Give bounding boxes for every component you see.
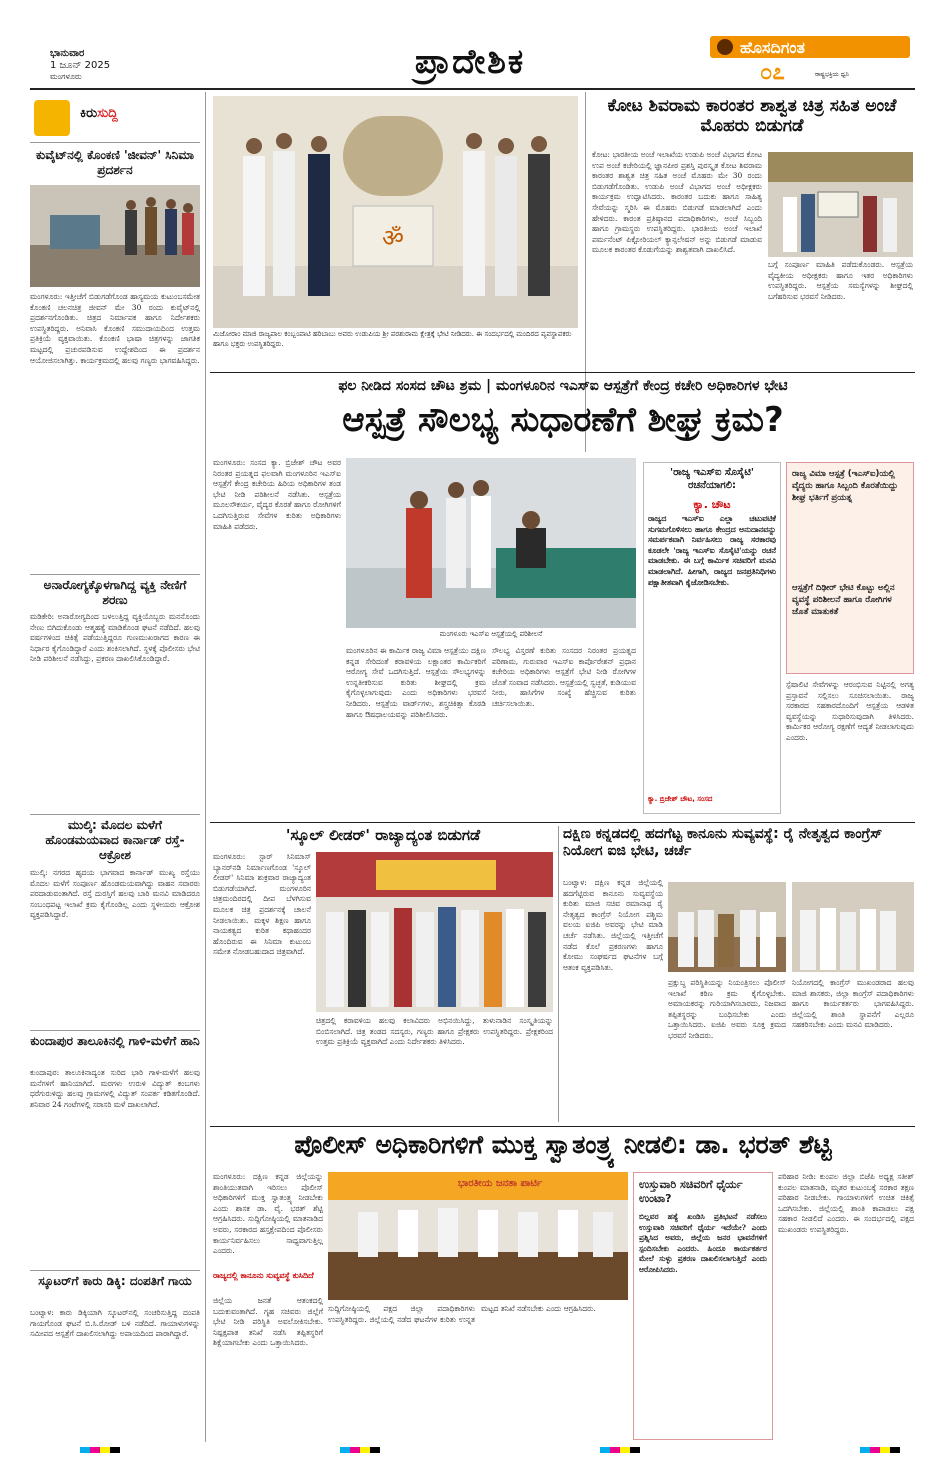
story-body: ಮಂಗಳೂರು: ಸಂಸದ ಕ್ಯಾ. ಬ್ರಿಜೇಶ್ ಚೌಟ ಅವರ ನಿರಂತರ ಪ್ರಯತ್ನದ ಫಲವಾಗಿ ಮಂಗಳೂರಿನ ಇಎಸ್‌ಐ ಆಸ್ಪತ್ರೆಗೆ ಕೇಂದ್ರ ಕಚೇರಿಯ ಹಿರಿಯ ಅಧಿಕಾರಿಗಳ ತಂಡ ಭೇಟಿ ನೀಡಿ ಪರಿಶೀಲನೆ ನಡೆಸಿತು. ಆಸ್ಪತ್ರೆಯ ಮೂಲಸೌಕರ್ಯ, ವೈದ್ಯರ ಕೊರತೆ ಹಾಗೂ ರೋಗಿಗಳಿಗೆ ಒದಗಿಸುತ್ತಿರುವ ಸೇವೆಗಳ ಕುರಿತು ಅಧಿಕಾರಿಗಳು ಮಾಹಿತಿ ಪಡೆದರು. bbox=[213, 458, 341, 531]
divider bbox=[30, 1030, 200, 1031]
temple-visit-photo bbox=[213, 96, 578, 328]
story-body: ಪರಿಹಾರ ನೀಡಿ: ಕುಂಪಲ ಜಿಲ್ಲಾ ಬಿಜೆಪಿ ಅಧ್ಯಕ್ಷ ಸತೀಶ್ ಕುಂಪಲ ಮಾತನಾಡಿ, ಮೃತರ ಕುಟುಂಬಕ್ಕೆ ಸರಕಾರ ತಕ್ಷಣ ಪರಿಹಾರ ನೀಡಬೇಕು. ಗಾಯಾಳುಗಳಿಗೆ ಉಚಿತ ಚಿಕಿತ್ಸೆ ಒದಗಿಸಬೇಕು. ಜಿಲ್ಲೆಯಲ್ಲಿ ಶಾಂತಿ ಕಾಪಾಡಲು ಪಕ್ಷ ಸಹಕಾರ ನೀಡಲಿದೆ ಎಂದರು. ಈ ಸಂದರ್ಭದಲ್ಲಿ ಪಕ್ಷದ ಮುಖಂಡರು ಉಪಸ್ಥಿತರಿದ್ದರು. bbox=[778, 1172, 914, 1234]
kuwait-film-photo bbox=[30, 185, 200, 287]
story-body: ಬಂಟ್ವಾಳ: ದಕ್ಷಿಣ ಕನ್ನಡ ಜಿಲ್ಲೆಯಲ್ಲಿ ಹದಗೆಟ್ಟಿರುವ ಕಾನೂನು ಸುವ್ಯವಸ್ಥೆಯ ಕುರಿತು ಮಾಜಿ ಸಚಿವ ರಮಾನಾಥ ರೈ ನೇತೃತ್ವದ ಕಾಂಗ್ರೆಸ್ ನಿಯೋಗ ಪಶ್ಚಿಮ ವಲಯ ಐಜಿಪಿ ಅವರನ್ನು ಭೇಟಿ ಮಾಡಿ ಚರ್ಚೆ ನಡೆಸಿತು. ಜಿಲ್ಲೆಯಲ್ಲಿ ಇತ್ತೀಚೆಗೆ ನಡೆದ ಕೊಲೆ ಪ್ರಕರಣಗಳು ಹಾಗೂ ಕೋಮು ಸಂಘರ್ಷದ ಘಟನೆಗಳ ಬಗ್ಗೆ ಆತಂಕ ವ್ಯಕ್ತಪಡಿಸಿತು. bbox=[563, 878, 663, 972]
story-headline: ಆಸ್ಪತ್ರೆ ಸೌಲಭ್ಯ ಸುಧಾರಣೆಗೆ ಶೀಘ್ರ ಕ್ರಮ? bbox=[342, 400, 784, 440]
press-meet-photo bbox=[328, 1172, 628, 1300]
story-body: ಮಂಗಳೂರಿನ ಈ ಕಾರ್ಮಿಕ ರಾಜ್ಯ ವಿಮಾ ಆಸ್ಪತ್ರೆಯು ದಕ್ಷಿಣ ಕನ್ನಡ ಸೇರಿದಂತೆ ಕರಾವಳಿಯ ಲಕ್ಷಾಂತರ ಕಾರ್ಮಿಕರಿಗೆ ಆರೋಗ್ಯ ಸೇವೆ ಒದಗಿಸುತ್ತಿದೆ. ಆಸ್ಪತ್ರೆಯ ಸೌಲಭ್ಯಗಳನ್ನು ಉನ್ನತೀಕರಿಸುವ ಕುರಿತು ಶೀಘ್ರದಲ್ಲಿ ಕ್ರಮ ಕೈಗೊಳ್ಳಲಾಗುವುದು ಎಂದು ಅಧಿಕಾರಿಗಳು ಭರವಸೆ ನೀಡಿದರು. ಆಸ್ಪತ್ರೆಯ ವಾರ್ಡ್‌ಗಳು, ಶಸ್ತ್ರಚಿಕಿತ್ಸಾ ಕೊಠಡಿ ಹಾಗೂ ಔಷಧಾಲಯವನ್ನು ಪರಿಶೀಲಿಸಿದರು. bbox=[346, 646, 486, 719]
side-box-body: ಬಿಲ್ಲವರ ಹತ್ಯೆ ಖಂಡಿಸಿ ಪ್ರತಿಭಟನೆ ನಡೆಸಲು ಉಸ್ತುವಾರಿ ಸಚಿವರಿಗೆ ಧೈರ್ಯ ಇದೆಯೇ? ಎಂದು ಪ್ರಶ್ನಿಸಿದ ಅವರು, ಜಿಲ್ಲೆಯ ಜನರ ಭಾವನೆಗಳಿಗೆ ಸ್ಪಂದಿಸಬೇಕು ಎಂದರು. ಹಿಂದೂ ಕಾರ್ಯಕರ್ತರ ಮೇಲೆ ಸುಳ್ಳು ಪ್ರಕರಣ ದಾಖಲಿಸಲಾಗುತ್ತಿದೆ ಎಂದು ಆರೋಪಿಸಿದರು. bbox=[639, 1212, 767, 1274]
story-title: ಕುವೈಟ್‌ನಲ್ಲಿ ಕೊಂಕಣಿ 'ಜೀವನ್' ಸಿನಿಮಾ ಪ್ರದರ್ಶನ bbox=[35, 148, 194, 177]
edition-date: 1 ಜೂನ್ 2025 bbox=[50, 60, 111, 71]
side-note: ರಾಜ್ಯ ವಿಮಾ ಆಸ್ಪತ್ರೆ (ಇಎಸ್‌ಐ)ಯಲ್ಲಿ ವೈದ್ಯರು ಹಾಗೂ ಸಿಬ್ಬಂದಿ ಕೊರತೆಯಿದ್ದು ಶೀಘ್ರ ಭರ್ತಿಗೆ ಪ್ರಯತ್ನ bbox=[792, 469, 898, 503]
story-body: ಬಂಟ್ವಾಳ: ಕಾರು ಡಿಕ್ಕಿಯಾಗಿ ಸ್ಕೂಟರ್‌ನಲ್ಲಿ ಸಂಚರಿಸುತ್ತಿದ್ದ ದಂಪತಿ ಗಾಯಗೊಂಡ ಘಟನೆ ಬಿ.ಸಿ.ರೋಡ್ ಬಳಿ ನಡೆದಿದೆ. ಗಾಯಾಳುಗಳನ್ನು ಸಮೀಪದ ಆಸ್ಪತ್ರೆಗೆ ದಾಖಲಿಸಲಾಗಿದ್ದು ಅಪಾಯದಿಂದ ಪಾರಾಗಿದ್ದಾರೆ. bbox=[30, 1308, 200, 1339]
story-body: ನಿಯೋಗದಲ್ಲಿ ಕಾಂಗ್ರೆಸ್ ಮುಖಂಡರಾದ ಹಲವು ಮಾಜಿ ಶಾಸಕರು, ಜಿಲ್ಲಾ ಕಾಂಗ್ರೆಸ್ ಪದಾಧಿಕಾರಿಗಳು ಹಾಗೂ ಕಾರ್ಯಕರ್ತರು ಭಾಗವಹಿಸಿದ್ದರು. ಜಿಲ್ಲೆಯಲ್ಲಿ ಶಾಂತಿ ಸ್ಥಾಪನೆಗೆ ಎಲ್ಲರೂ ಸಹಕರಿಸಬೇಕು ಎಂದು ಮನವಿ ಮಾಡಿದರು. bbox=[792, 978, 914, 1030]
story-title: ಮುಲ್ಕಿ: ಮೊದಲ ಮಳೆಗೆ ಹೊಂಡಮಯವಾದ ಕಾರ್ನಾಡ್ ರಸ್ತೆ-ಆಕ್ರೋಶ bbox=[45, 818, 185, 862]
divider bbox=[30, 142, 200, 143]
quote-body: ರಾಜ್ಯದ ಇಎಸ್‌ಐ ಎಲ್ಲಾ ಚಟುವಟಿಕೆ ಸುಗಮಗೊಳಿಸಲು ಹಾಗೂ ಕೇಂದ್ರದ ಅನುದಾನವನ್ನು ಸಮರ್ಪಕವಾಗಿ ನಿರ್ವಹಿಸಲು ರಾಜ್ಯ ಸರಕಾರವು ಕೂಡಲೇ 'ರಾಜ್ಯ ಇಎಸ್‌ಐ ಸೊಸೈಟಿ'ಯನ್ನು ರಚನೆ ಮಾಡಬೇಕು. ಈ ಬಗ್ಗೆ ಕಾರ್ಮಿಕ ಸಚಿವರಿಗೆ ಮನವಿ ಮಾಡಲಾಗಿದೆ. ಹೀಗಾಗಿ, ರಾಜ್ಯದ ಜನಪ್ರತಿನಿಧಿಗಳು ಪಕ್ಷಾತೀತವಾಗಿ ಕೈಜೋಡಿಸಬೇಕು. bbox=[648, 514, 776, 587]
story-body: ಜಿಲ್ಲೆಯ ಜನತೆ ಆತಂಕದಲ್ಲಿ ಬದುಕುವಂತಾಗಿದೆ. ಗೃಹ ಸಚಿವರು ಜಿಲ್ಲೆಗೆ ಭೇಟಿ ನೀಡಿ ಪರಿಸ್ಥಿತಿ ಅವಲೋಕಿಸಬೇಕು. ನಿಷ್ಪಕ್ಷಪಾತ ತನಿಖೆ ನಡೆಸಿ ತಪ್ಪಿತಸ್ಥರಿಗೆ ಶಿಕ್ಷೆಯಾಗಬೇಕು ಎಂದು ಒತ್ತಾಯಿಸಿದರು. bbox=[213, 1296, 323, 1348]
banner-text: ಭಾರತೀಯ ಜನತಾ ಪಾರ್ಟಿ bbox=[457, 1178, 543, 1189]
kirusuddi-label: ಕಿರುಸುದ್ದಿ bbox=[80, 106, 118, 121]
story-body: ಸೌಲಭ್ಯ ವಿಸ್ತರಣೆ ಕುರಿತು ಸಂಸದರ ನಿರಂತರ ಪ್ರಯತ್ನದ ಪರಿಣಾಮ, ಗುರುವಾರ ಇಎಸ್‌ಐ ಕಾರ್ಪೊರೇಶನ್ ಪ್ರಧಾನ ಕಚೇರಿಯ ಅಧಿಕಾರಿಗಳು ಆಸ್ಪತ್ರೆಗೆ ಭೇಟಿ ನೀಡಿ ರೋಗಿಗಳ ಜೊತೆ ಸಂವಾದ ನಡೆಸಿದರು. ಆಸ್ಪತ್ರೆಯಲ್ಲಿ ಸ್ವಚ್ಛತೆ, ಕುಡಿಯುವ ನೀರು, ಹಾಸಿಗೆಗಳ ಸಂಖ್ಯೆ ಹೆಚ್ಚಿಸುವ ಕುರಿತು ಚರ್ಚಿಸಲಾಯಿತು. bbox=[492, 646, 636, 708]
story-subhead: ರಾಜ್ಯದಲ್ಲಿ ಕಾನೂನು ಸುವ್ಯವಸ್ಥೆ ಕುಸಿದಿದೆ bbox=[213, 1271, 314, 1280]
quote-signature: ಕ್ಯಾ. ಬ್ರಿಜೇಶ್ ಚೌಟ, ಸಂಸದ bbox=[648, 795, 713, 803]
quote-author: ಕ್ಯಾ. ಚೌಟ bbox=[693, 498, 731, 511]
side-box-title: ಉಸ್ತುವಾರಿ ಸಚಿವರಿಗೆ ಧೈರ್ಯ ಉಂಟಾ? bbox=[639, 1178, 743, 1205]
divider bbox=[210, 822, 915, 823]
story-title: ಅನಾರೋಗ್ಯಕ್ಕೊಳಗಾಗಿದ್ದ ವ್ಯಕ್ತಿ ನೇಣಿಗೆ ಶರಣು bbox=[43, 578, 187, 607]
story-title: ಕುಂದಾಪುರ ತಾಲೂಕಿನಲ್ಲಿ ಗಾಳಿ-ಮಳೆಗೆ ಹಾನಿ bbox=[30, 1034, 200, 1048]
story-headline: ಪೊಲೀಸ್ ಅಧಿಕಾರಿಗಳಿಗೆ ಮುಕ್ತ ಸ್ವಾತಂತ್ರ್ಯ ನೀಡಲಿ: ಡಾ. ಭರತ್ ಶೆಟ್ಟಿ bbox=[294, 1130, 832, 1159]
story-body: ಮಂಗಳೂರು: ಸ್ಟಾರ್ ಸಿನಿಮಾಸ್ ಬ್ಯಾನರ್‌ನಡಿ ನಿರ್ಮಾಣಗೊಂಡ 'ಸ್ಕೂಲ್ ಲೀಡರ್' ಸಿನಿಮಾ ಶುಕ್ರವಾರ ರಾಜ್ಯಾದ್ಯಂತ ಬಿಡುಗಡೆಯಾಗಿದೆ. ಮಂಗಳೂರಿನ ಚಿತ್ರಮಂದಿರದಲ್ಲಿ ದೀಪ ಬೆಳಗಿಸುವ ಮೂಲಕ ಚಿತ್ರ ಪ್ರದರ್ಶನಕ್ಕೆ ಚಾಲನೆ ನೀಡಲಾಯಿತು. ಮಕ್ಕಳ ಶಿಕ್ಷಣ ಹಾಗೂ ನಾಯಕತ್ವದ ಕುರಿತ ಕಥಾಹಂದರ ಹೊಂದಿರುವ ಈ ಸಿನಿಮಾ ಕುಟುಂಬ ಸಮೇತ ನೋಡಬಹುದಾದ ಚಿತ್ರವಾಗಿದೆ. bbox=[213, 852, 311, 957]
photo-caption: ಮಿಜೋರಾಂ ಮಾಜಿ ರಾಜ್ಯಪಾಲ ಕಂಬ್ಬಂಪಾಟಿ ಹರಿಬಾಬು ಅವರು ಉಡುಪಿಯ ಶ್ರೀ ಪರಶುರಾಮ ಕ್ಷೇತ್ರಕ್ಕೆ ಭೇಟಿ ನೀಡಿದರು. ಈ ಸಂದರ್ಭದಲ್ಲಿ ಮಂದಿರದ ವ್ಯವಸ್ಥಾಪಕರು ಹಾಗೂ ಭಕ್ತರು ಉಪಸ್ಥಿತರಿದ್ದರು. bbox=[213, 330, 572, 348]
hospital-inspection-photo bbox=[346, 458, 636, 628]
registration-mark bbox=[860, 1447, 900, 1453]
hand-icon bbox=[34, 100, 70, 136]
film-launch-photo bbox=[316, 852, 553, 1012]
divider bbox=[30, 574, 200, 575]
divider bbox=[210, 1126, 915, 1127]
registration-mark bbox=[340, 1447, 380, 1453]
story-kicker: ಫಲ ನೀಡಿದ ಸಂಸದ ಚೌಟ ಶ್ರಮ | ಮಂಗಳೂರಿನ ಇಎಸ್‌ಐ ಆಸ್ಪತ್ರೆಗೆ ಕೇಂದ್ರ ಕಚೇರಿ ಅಧಿಕಾರಿಗಳ ಭೇಟಿ bbox=[338, 378, 788, 394]
story-body: ಚಿತ್ರದಲ್ಲಿ ಕರಾವಳಿಯ ಹಲವು ಕಲಾವಿದರು ಅಭಿನಯಿಸಿದ್ದು, ತುಳುನಾಡಿನ ಸಂಸ್ಕೃತಿಯನ್ನು ಬಿಂಬಿಸಲಾಗಿದೆ. ಚಿತ್ರ ತಂಡದ ಸದಸ್ಯರು, ಗಣ್ಯರು ಹಾಗೂ ಪ್ರೇಕ್ಷಕರು ಉಪಸ್ಥಿತರಿದ್ದರು. ಪ್ರೇಕ್ಷಕರಿಂದ ಉತ್ತಮ ಪ್ರತಿಕ್ರಿಯೆ ವ್ಯಕ್ತವಾಗಿದೆ ಎಂದು ನಿರ್ದೇಶಕರು ತಿಳಿಸಿದರು. bbox=[316, 1016, 553, 1047]
column-divider bbox=[585, 92, 586, 452]
story-body: ಕೋಟ: ಭಾರತೀಯ ಅಂಚೆ ಇಲಾಖೆಯ ಉಡುಪಿ ಅಂಚೆ ವಿಭಾಗದ ಕೋಟ ಉಪ ಅಂಚೆ ಕಚೇರಿಯಲ್ಲಿ ಜ್ಞಾನಪೀಠ ಪ್ರಶಸ್ತಿ ಪುರಸ್ಕೃತ ಕೋಟ ಶಿವರಾಮ ಕಾರಂತರ ಶಾಶ್ವತ ಚಿತ್ರ ಸಹಿತ ಅಂಚೆ ಮೊಹರು ಮೇ 30 ರಂದು ಬಿಡುಗಡೆಗೊಂಡಿತು. ಉಡುಪಿ ಅಂಚೆ ವಿಭಾಗದ ಅಂಚೆ ಅಧೀಕ್ಷಕರು ಕಾರ್ಯಕ್ರಮ ಉದ್ಘಾಟಿಸಿದರು. ಕಾರಂತರ ಬದುಕು ಹಾಗೂ ಸಾಹಿತ್ಯ ಸೇವೆಯನ್ನು ಸ್ಮರಿಸಿ ಈ ಮೊಹರು ಬಿಡುಗಡೆ ಮಾಡಲಾಗಿದೆ ಎಂದು ಹೇಳಿದರು. ಕಾರಂತ ಪ್ರತಿಷ್ಠಾನದ ಪದಾಧಿಕಾರಿಗಳು, ಅಂಚೆ ಸಿಬ್ಬಂದಿ ಹಾಗೂ ಗ್ರಾಮಸ್ಥರು ಉಪಸ್ಥಿತರಿದ್ದರು. ಭಾರತೀಯ ಅಂಚೆ ಇಲಾಖೆ ಪರ್ಮನೆಂಟ್ ಪಿಕ್ಟೋರಿಯಲ್ ಕ್ಯಾನ್ಸಲೇಷನ್ ಅನ್ನು ಬಿಡುಗಡೆ ಮಾಡುವ ಮೂಲಕ ಕಾರಂತರ ಕೊಡುಗೆಯನ್ನು ಶಾಶ್ವತವಾಗಿ ದಾಖಲಿಸಿದೆ. bbox=[592, 150, 762, 255]
side-note: ಆಸ್ಪತ್ರೆಗೆ ದಿಢೀರ್ ಭೇಟಿ ಕೊಟ್ಟು ಅಲ್ಲಿನ ವ್ಯವಸ್ಥೆ ಪರಿಶೀಲನೆ ಹಾಗೂ ರೋಗಿಗಳ ಜೊತೆ ಮಾತುಕತೆ bbox=[792, 583, 895, 617]
newspaper-logo-icon bbox=[717, 39, 733, 55]
story-body: ಮಡಿಕೇರಿ: ಅನಾರೋಗ್ಯದಿಂದ ಬಳಲುತ್ತಿದ್ದ ವ್ಯಕ್ತಿಯೊಬ್ಬರು ಮನನೊಂದು ನೇಣು ಬಿಗಿದುಕೊಂಡು ಆತ್ಮಹತ್ಯೆ ಮಾಡಿಕೊಂಡ ಘಟನೆ ನಡೆದಿದೆ. ಹಲವು ವರ್ಷಗಳಿಂದ ಚಿಕಿತ್ಸೆ ಪಡೆಯುತ್ತಿದ್ದರೂ ಗುಣಮುಖರಾಗದ ಕಾರಣ ಈ ನಿರ್ಧಾರ ಕೈಗೊಂಡಿದ್ದಾರೆ ಎಂದು ಶಂಕಿಸಲಾಗಿದೆ. ಸ್ಥಳಕ್ಕೆ ಪೊಲೀಸರು ಭೇಟಿ ನೀಡಿ ಪರಿಶೀಲನೆ ನಡೆಸಿದ್ದು, ಪ್ರಕರಣ ದಾಖಲಿಸಿಕೊಂಡಿದ್ದಾರೆ. bbox=[30, 612, 200, 664]
registration-mark bbox=[600, 1447, 640, 1453]
story-body: ಕುಂದಾಪುರ: ತಾಲೂಕಿನಾದ್ಯಂತ ಸುರಿದ ಭಾರಿ ಗಾಳಿ-ಮಳೆಗೆ ಹಲವು ಮನೆಗಳಿಗೆ ಹಾನಿಯಾಗಿದೆ. ಮರಗಳು ಉರುಳಿ ವಿದ್ಯುತ್ ಕಂಬಗಳು ಧರೆಗುರುಳಿದ್ದು ಹಲವು ಗ್ರಾಮಗಳಲ್ಲಿ ವಿದ್ಯುತ್ ಸಂಪರ್ಕ ಕಡಿತಗೊಂಡಿದೆ. ಶನಿವಾರ 24 ಗಂಟೆಗಳಲ್ಲಿ ಸರಾಸರಿ ಮಳೆ ದಾಖಲಾಗಿದೆ. bbox=[30, 1068, 200, 1109]
divider bbox=[30, 1270, 200, 1271]
header-rule bbox=[30, 88, 915, 90]
edition-day: ಭಾನುವಾರ bbox=[50, 48, 85, 59]
quote-title: 'ರಾಜ್ಯ ಇಎಸ್‌ಐ ಸೊಸೈಟಿ' ರಚನೆಯಾಗಲಿ: bbox=[670, 467, 754, 491]
column-divider bbox=[558, 826, 559, 1122]
story-headline: 'ಸ್ಕೂಲ್ ಲೀಡರ್' ರಾಜ್ಯಾದ್ಯಂತ ಬಿಡುಗಡೆ bbox=[285, 826, 481, 844]
story-body: ಮುಲ್ಕಿ: ನಗರದ ಹೃದಯ ಭಾಗವಾದ ಕಾರ್ನಾಡ್ ಮುಖ್ಯ ರಸ್ತೆಯು ಮೊದಲ ಮಳೆಗೆ ಸಂಪೂರ್ಣ ಹೊಂಡಮಯವಾಗಿದ್ದು ವಾಹನ ಸವಾರರು ಪರದಾಡುವಂತಾಗಿದೆ. ರಸ್ತೆ ದುರಸ್ತಿಗೆ ಹಲವು ಬಾರಿ ಮನವಿ ಮಾಡಿದರೂ ಸಂಬಂಧಪಟ್ಟ ಇಲಾಖೆ ಕ್ರಮ ಕೈಗೊಂಡಿಲ್ಲ ಎಂದು ಸ್ಥಳೀಯರು ಆಕ್ರೋಶ ವ್ಯಕ್ತಪಡಿಸಿದ್ದಾರೆ. bbox=[30, 868, 200, 920]
brand-name: ಹೊಸದಿಗಂತ bbox=[740, 38, 805, 57]
story-body: ಮಂಗಳೂರು: ದಕ್ಷಿಣ ಕನ್ನಡ ಜಿಲ್ಲೆಯನ್ನು ಶಾಂತಿಯುತವಾಗಿ ಇರಿಸಲು ಪೊಲೀಸ್ ಅಧಿಕಾರಿಗಳಿಗೆ ಮುಕ್ತ ಸ್ವಾತಂತ್ರ್ಯ ನೀಡಬೇಕು ಎಂದು ಶಾಸಕ ಡಾ. ವೈ. ಭರತ್ ಶೆಟ್ಟಿ ಆಗ್ರಹಿಸಿದರು. ಸುದ್ದಿಗೋಷ್ಠಿಯಲ್ಲಿ ಮಾತನಾಡಿದ ಅವರು, ಸರಕಾರದ ಹಸ್ತಕ್ಷೇಪದಿಂದ ಪೊಲೀಸರು ಕಾರ್ಯನಿರ್ವಹಿಸಲು ಸಾಧ್ಯವಾಗುತ್ತಿಲ್ಲ ಎಂದರು. bbox=[213, 1172, 323, 1256]
story-body: ಸುದ್ದಿಗೋಷ್ಠಿಯಲ್ಲಿ ಪಕ್ಷದ ಜಿಲ್ಲಾ ಪದಾಧಿಕಾರಿಗಳು ಉಪಸ್ಥಿತರಿದ್ದರು. ಜಿಲ್ಲೆಯಲ್ಲಿ ನಡೆದ ಘಟನೆಗಳ ಕುರಿತು ಉನ್ನತ ಮಟ್ಟದ ತನಿಖೆ ನಡೆಸಬೇಕು ಎಂದು ಆಗ್ರಹಿಸಿದರು. bbox=[328, 1304, 596, 1324]
story-title: ಸ್ಕೂಟರ್‌ಗೆ ಕಾರು ಡಿಕ್ಕಿ: ದಂಪತಿಗೆ ಗಾಯ bbox=[38, 1274, 192, 1288]
brand-tagline: ರಾಷ್ಟ್ರಭಕ್ತಿಯ ಧ್ವನಿ bbox=[815, 71, 850, 78]
ig-meeting-photo bbox=[668, 882, 786, 972]
column-divider bbox=[205, 92, 206, 1442]
divider bbox=[210, 372, 915, 373]
section-title: ಪ್ರಾದೇಶಿಕ bbox=[414, 42, 526, 82]
svg-text:ॐ: ॐ bbox=[382, 224, 404, 252]
story-headline: ಕೋಟ ಶಿವರಾಮ ಕಾರಂತರ ಶಾಶ್ವತ ಚಿತ್ರ ಸಹಿತ ಅಂಚೆ ಮೊಹರು ಬಿಡುಗಡೆ bbox=[607, 96, 897, 137]
page-number: ೦೭ bbox=[760, 60, 785, 85]
story-headline: ದಕ್ಷಿಣ ಕನ್ನಡದಲ್ಲಿ ಹದಗೆಟ್ಟ ಕಾನೂನು ಸುವ್ಯವಸ್ಥೆ: ರೈ ನೇತೃತ್ವದ ಕಾಂಗ್ರೆಸ್ ನಿಯೋಗ ಐಜಿ ಭೇಟಿ, ಚರ್ಚೆ bbox=[563, 826, 883, 859]
story-body: ಮಂಗಳೂರು: ಇತ್ತೀಚೆಗೆ ಬಿಡುಗಡೆಗೊಂಡ ಹಾಸ್ಯಮಯ ಕುಟುಂಬಸಮೇತ ಕೊಂಕಣಿ ಚಲನಚಿತ್ರ ಜೀವನ್ ಮೇ 30 ರಂದು ಕುವೈಟ್‌ನಲ್ಲಿ ಪ್ರದರ್ಶನಗೊಂಡಿತು. ಚಿತ್ರದ ನಿರ್ಮಾಪಕ ಹಾಗೂ ನಿರ್ದೇಶಕರು ಉಪಸ್ಥಿತರಿದ್ದರು. ಅನಿವಾಸಿ ಕೊಂಕಣಿ ಸಮುದಾಯದಿಂದ ಉತ್ತಮ ಪ್ರತಿಕ್ರಿಯೆ ವ್ಯಕ್ತವಾಯಿತು. ಕೊಂಕಣಿ ಭಾಷಾ ಚಿತ್ರಗಳನ್ನು ಜಾಗತಿಕ ಮಟ್ಟದಲ್ಲಿ ಪ್ರಚುರಪಡಿಸುವ ಉದ್ದೇಶದಿಂದ ಈ ಪ್ರದರ್ಶನ ಆಯೋಜಿಸಲಾಗಿತ್ತು. ಕಾರ್ಯಕ್ರಮದಲ್ಲಿ ಹಲವು ಗಣ್ಯರು ಭಾಗವಹಿಸಿದ್ದರು. bbox=[30, 292, 200, 365]
stamp-release-photo bbox=[768, 152, 913, 257]
story-body: ಸ್ಪೆಷಾಲಿಟಿ ಸೇವೆಗಳನ್ನು ಆರಂಭಿಸುವ ನಿಟ್ಟಿನಲ್ಲಿ ಅಗತ್ಯ ಪ್ರಸ್ತಾವನೆ ಸಲ್ಲಿಸಲು ಸೂಚಿಸಲಾಯಿತು. ರಾಜ್ಯ ಸರಕಾರದ ಸಹಕಾರದೊಂದಿಗೆ ಆಸ್ಪತ್ರೆಯ ಆಡಳಿತ ವ್ಯವಸ್ಥೆಯನ್ನು ಸುಧಾರಿಸುವುದಾಗಿ ತಿಳಿಸಿದರು. ಕಾರ್ಮಿಕರ ಆರೋಗ್ಯ ರಕ್ಷಣೆಗೆ ಆದ್ಯತೆ ನೀಡಲಾಗುವುದು ಎಂದರು. bbox=[786, 680, 914, 742]
delegation-photo bbox=[792, 882, 914, 972]
story-body: ಪ್ರಕ್ಷುಬ್ಧ ಪರಿಸ್ಥಿತಿಯನ್ನು ನಿಯಂತ್ರಿಸಲು ಪೊಲೀಸ್ ಇಲಾಖೆ ಕಠಿಣ ಕ್ರಮ ಕೈಗೊಳ್ಳಬೇಕು. ಅಮಾಯಕರನ್ನು ಗುರಿಯಾಗಿಸಬಾರದು, ನಿಜವಾದ ತಪ್ಪಿತಸ್ಥರನ್ನು ಬಂಧಿಸಬೇಕು ಎಂದು ಒತ್ತಾಯಿಸಿದರು. ಐಜಿಪಿ ಅವರು ಸೂಕ್ತ ಕ್ರಮದ ಭರವಸೆ ನೀಡಿದರು. bbox=[668, 978, 786, 1040]
registration-mark bbox=[80, 1447, 120, 1453]
edition-place: ಮಂಗಳೂರು bbox=[50, 72, 82, 81]
divider bbox=[30, 814, 200, 815]
story-body-cont: ಬಗ್ಗೆ ಸಂಪೂರ್ಣ ಮಾಹಿತಿ ಪಡೆದುಕೊಂಡರು. ಆಸ್ಪತ್ರೆಯ ವೈದ್ಯಕೀಯ ಅಧೀಕ್ಷಕರು ಹಾಗೂ ಇತರ ಅಧಿಕಾರಿಗಳು ಉಪಸ್ಥಿತರಿದ್ದರು. ಆಸ್ಪತ್ರೆಯ ಸಮಸ್ಯೆಗಳನ್ನು ಶೀಘ್ರದಲ್ಲಿ ಬಗೆಹರಿಸುವ ಭರವಸೆ ನೀಡಿದರು. bbox=[768, 260, 913, 301]
photo-caption: ಮಂಗಳೂರು ಇಎಸ್‌ಐ ಆಸ್ಪತ್ರೆಯಲ್ಲಿ ಪರಿಶೀಲನೆ bbox=[439, 630, 543, 638]
